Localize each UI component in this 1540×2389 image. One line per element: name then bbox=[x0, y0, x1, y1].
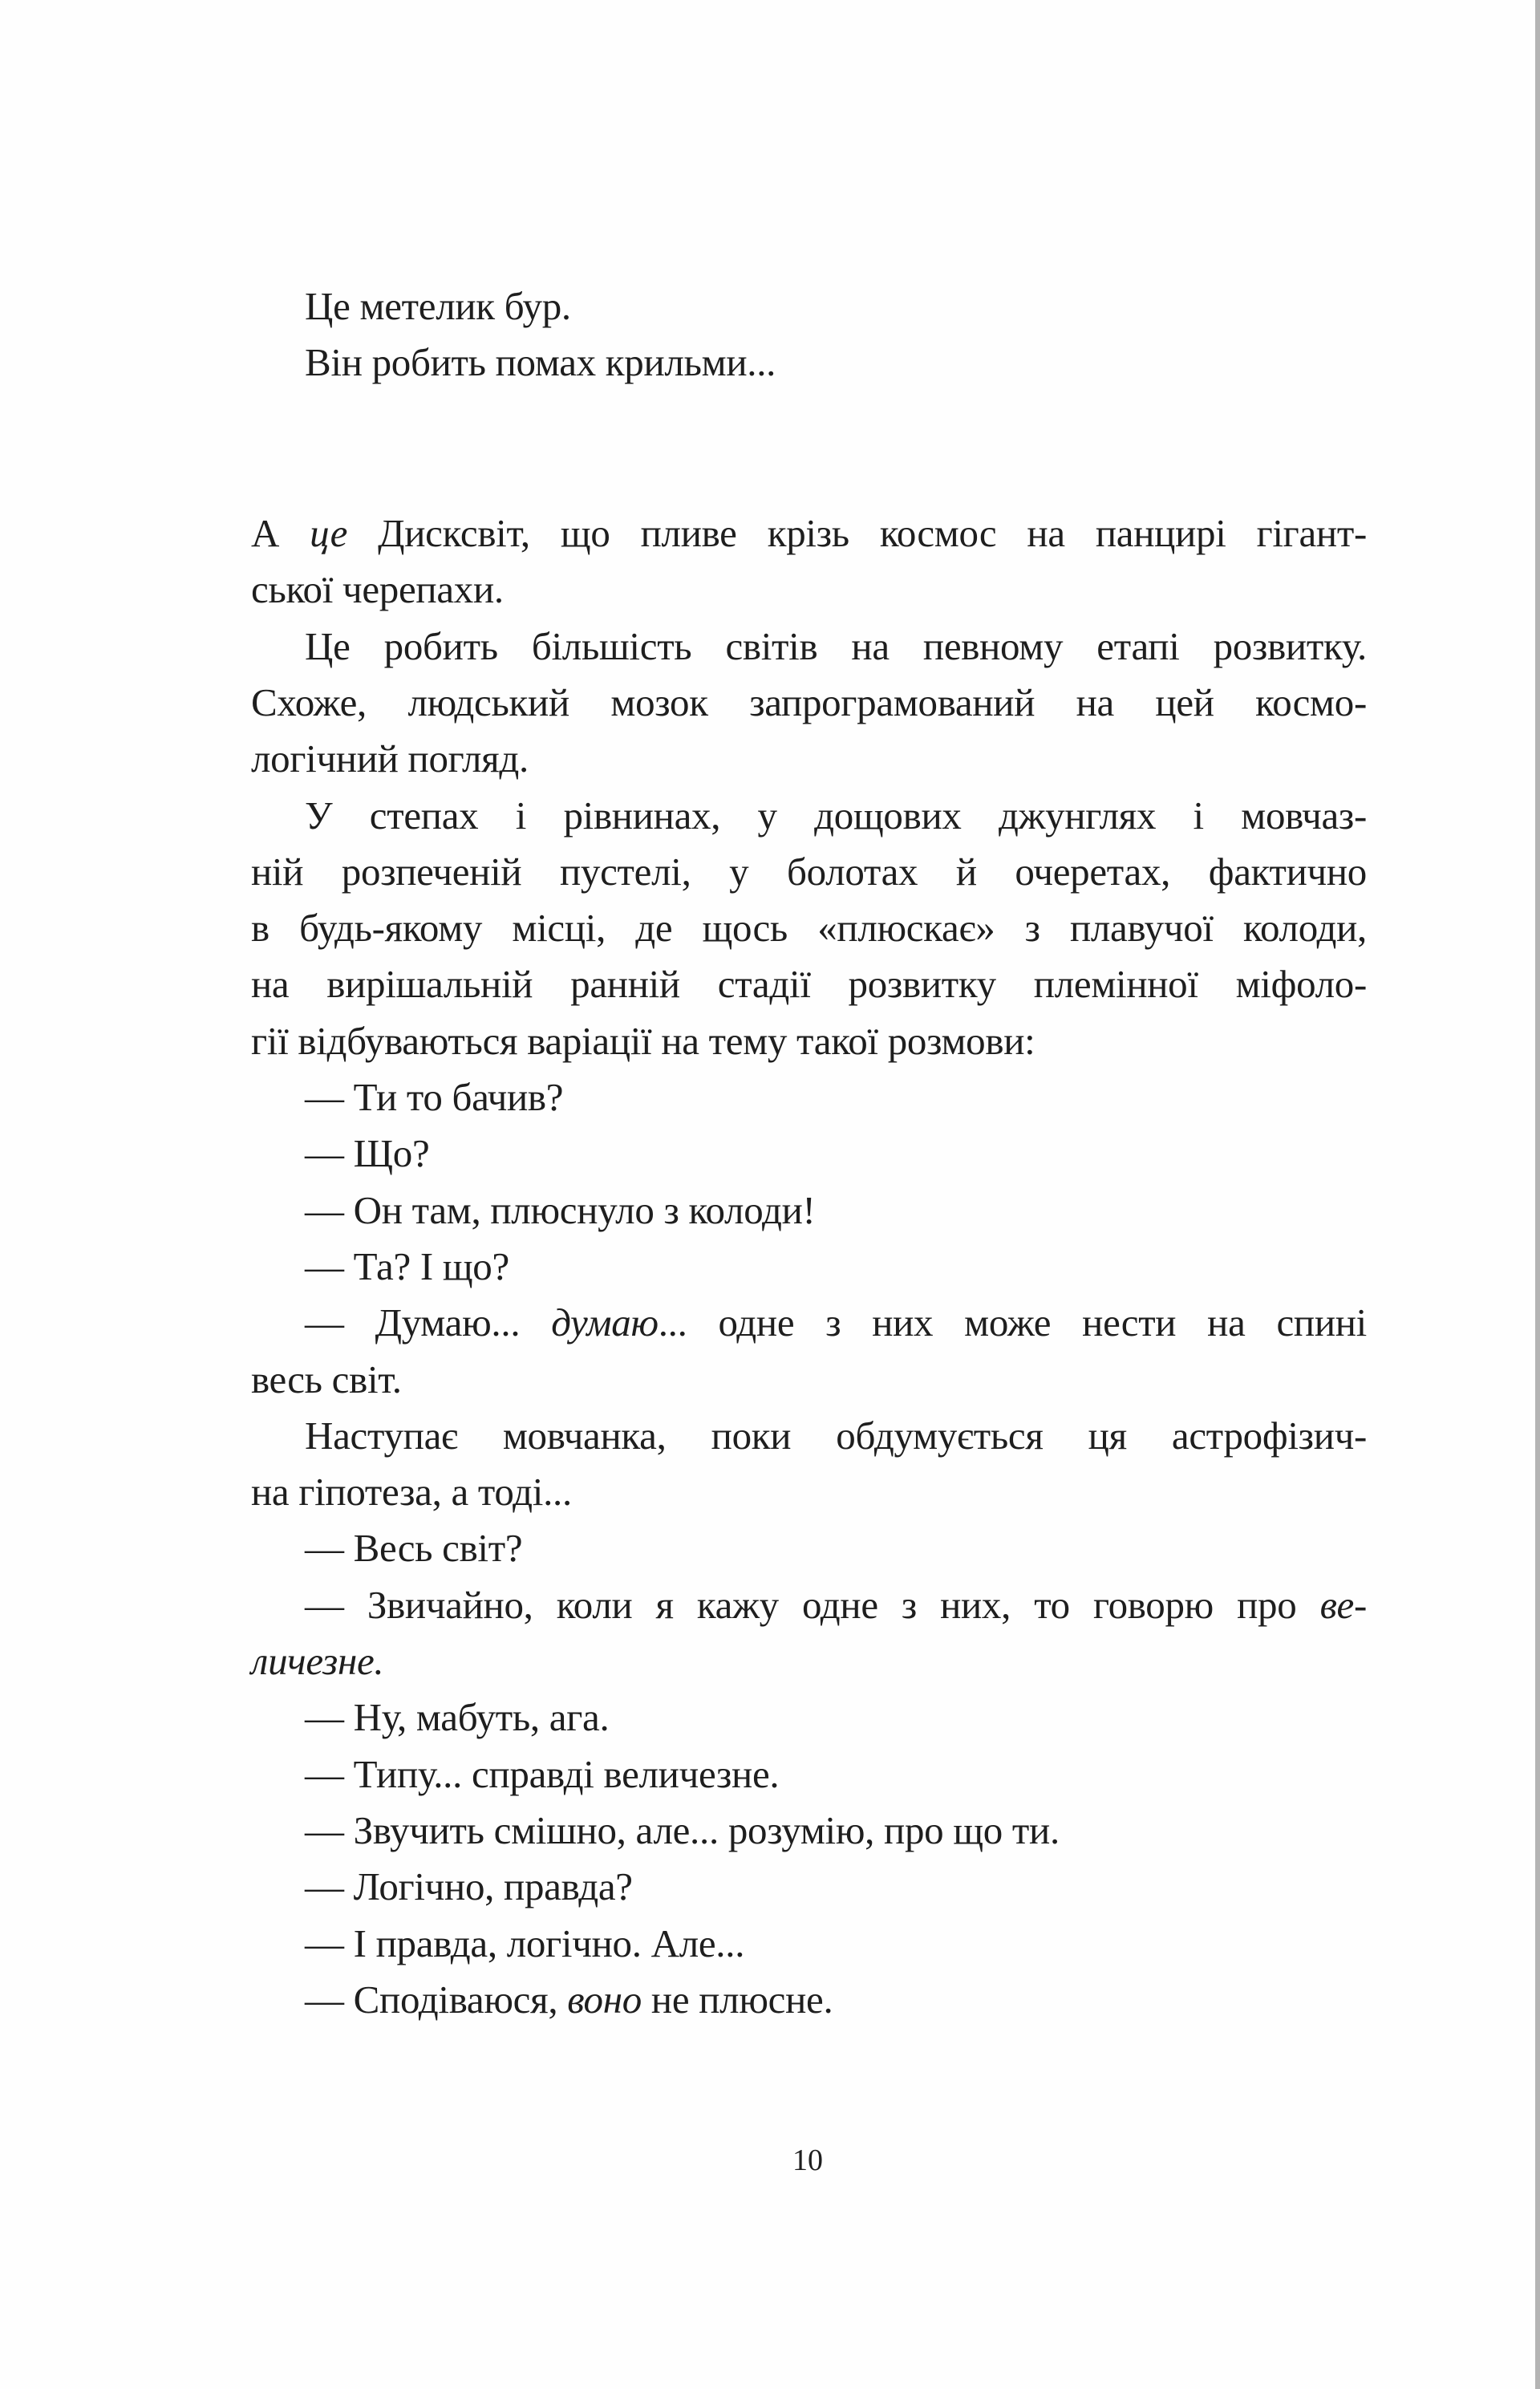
text-segment: Це робить більшість світів на певному етапі розвитку. bbox=[305, 623, 1367, 668]
text-segment: на вирішальній ранній стадії розвитку племінної міфоло- bbox=[251, 962, 1367, 1007]
text-line bbox=[251, 1859, 1367, 1915]
text-segment: — Звичайно, коли я кажу одне з них, то говорю про bbox=[305, 1582, 1320, 1627]
text-segment: Це метелик бур. bbox=[305, 284, 571, 328]
italic-text: думаю bbox=[551, 1300, 659, 1345]
text-segment: — Типу... справді величезне. bbox=[305, 1751, 780, 1796]
text-line bbox=[251, 505, 1367, 562]
text-line bbox=[251, 731, 1367, 787]
text-line bbox=[251, 844, 1367, 900]
text-segment: ній розпеченій пустелі, у болотах й очеретах, фактично bbox=[251, 849, 1367, 894]
italic-text: ве- bbox=[1319, 1582, 1367, 1627]
text-line bbox=[251, 1408, 1367, 1464]
text-line bbox=[251, 1013, 1367, 1069]
text-segment: У степах і рівнинах, у дощових джунглях і мовчаз- bbox=[305, 793, 1367, 838]
verse-line bbox=[251, 335, 1367, 391]
text-segment: гії відбуваються варіації на тему такої розмови: bbox=[251, 1018, 1035, 1063]
text-segment: логічний погляд. bbox=[251, 736, 529, 781]
text-line bbox=[251, 562, 1367, 618]
text-line bbox=[251, 1916, 1367, 1972]
text-segment: — Ну, мабуть, ага. bbox=[305, 1695, 610, 1740]
page-edge-shadow bbox=[1535, 0, 1540, 2389]
text-segment: Дисксвіт, що пливе крізь космос на панцирі гігант- bbox=[347, 511, 1367, 555]
text-line bbox=[251, 1352, 1367, 1408]
text-line bbox=[251, 1633, 1367, 1689]
text-segment: — Логічно, правда? bbox=[305, 1864, 633, 1909]
text-segment: не плюсне. bbox=[641, 1977, 833, 2022]
text-segment: ... одне з них може нести на спині bbox=[658, 1300, 1367, 1345]
text-line bbox=[251, 1689, 1367, 1746]
text-segment: — Думаю... bbox=[305, 1300, 552, 1345]
text-segment: — І правда, логічно. Але... bbox=[305, 1921, 745, 1965]
text-segment: — Сподіваюся, bbox=[305, 1977, 568, 2022]
text-line bbox=[251, 1464, 1367, 1520]
text-segment: Він робить помах крильми... bbox=[305, 340, 776, 385]
text-segment: Схоже, людський мозок запрограмований на цей космо- bbox=[251, 679, 1367, 724]
text-segment: ської черепахи. bbox=[251, 567, 504, 612]
text-line bbox=[251, 1295, 1367, 1351]
text-segment: на гіпотеза, а тоді... bbox=[251, 1470, 572, 1515]
text-line bbox=[251, 956, 1367, 1012]
text-segment: в будь-якому місці, де щось «плюскає» з плавучої колоди, bbox=[251, 906, 1367, 951]
text-line bbox=[251, 788, 1367, 844]
text-line bbox=[251, 900, 1367, 956]
text-line bbox=[251, 1126, 1367, 1182]
text-segment: — Он там, плюснуло з колоди! bbox=[305, 1187, 816, 1232]
text-segment: — Ти то бачив? bbox=[305, 1075, 564, 1119]
text-segment: — Весь світ? bbox=[305, 1526, 523, 1571]
italic-text: воно bbox=[567, 1977, 642, 2022]
text-line bbox=[251, 1577, 1367, 1633]
text-line bbox=[251, 1972, 1367, 2028]
text-segment: — Та? І що? bbox=[305, 1243, 509, 1288]
text-segment: А bbox=[251, 511, 310, 555]
italic-text: це bbox=[310, 511, 348, 555]
verse-line bbox=[251, 278, 1367, 335]
text-segment: Наступає мовчанка, поки обдумується ця астрофізич- bbox=[305, 1413, 1367, 1458]
text-line bbox=[251, 1803, 1367, 1859]
text-segment: — Що? bbox=[305, 1131, 430, 1176]
text-segment: — Звучить смішно, але... розумію, про що ти. bbox=[305, 1807, 1060, 1852]
text-line bbox=[251, 1182, 1367, 1239]
page-number: 10 bbox=[792, 2144, 823, 2177]
text-segment: весь світ. bbox=[251, 1357, 402, 1401]
text-line bbox=[251, 675, 1367, 731]
text-line bbox=[251, 1746, 1367, 1803]
text-line bbox=[251, 1239, 1367, 1295]
text-line bbox=[251, 1520, 1367, 1576]
text-line bbox=[251, 1069, 1367, 1126]
italic-text: личезне. bbox=[251, 1639, 384, 1683]
text-line bbox=[251, 619, 1367, 675]
